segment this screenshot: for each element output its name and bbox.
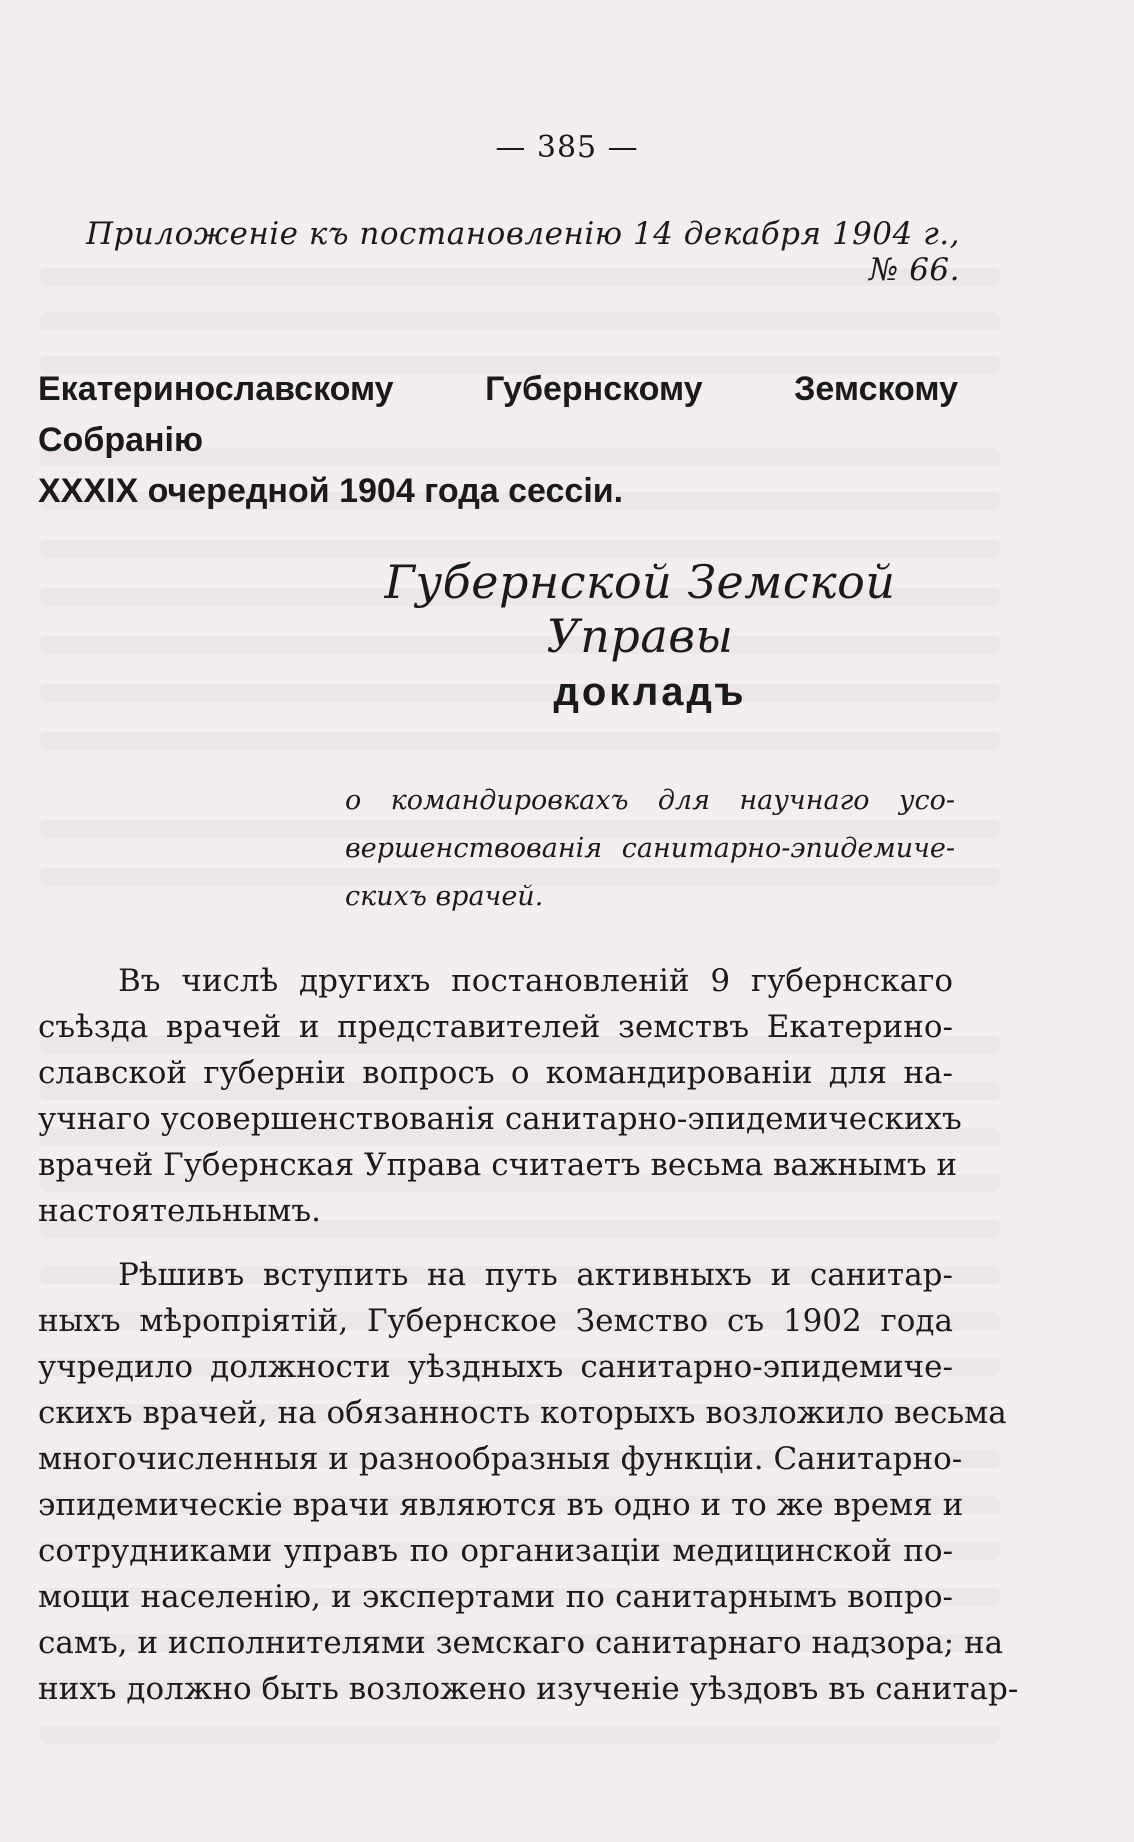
- paragraph-2: [38, 1252, 1019, 1712]
- text-line: славской губернiи вопросъ о командированiи для на-: [38, 1055, 953, 1091]
- paragraph-1: [38, 958, 962, 1234]
- text-line: многочисленныя и разнообразныя функцiи. Санитарно-: [38, 1441, 963, 1477]
- text-line: мощи населенiю, и экспертами по санитарнымъ вопро-: [38, 1579, 953, 1615]
- text-line: съѣзда врачей и представителей земствъ Екатерино-: [38, 1009, 953, 1045]
- text-line: врачей Губернская Управа считаетъ весьма важнымъ и: [38, 1147, 958, 1183]
- page-number: — 385 —: [495, 130, 639, 165]
- appendix-note: Приложенiе къ постановленiю 14 декабря 1904 г., № 66.: [85, 216, 960, 288]
- text-line: скихъ врачей, на обязанность которыхъ возложило весьма: [38, 1395, 1007, 1431]
- board-heading: Губернской Земской Управы: [384, 555, 896, 663]
- report-title: докладъ: [553, 670, 747, 714]
- report-subject: [345, 777, 955, 921]
- addressee-heading: [38, 364, 958, 517]
- text-line: нихъ должно быть возложено изученiе уѣздовъ въ санитар-: [38, 1671, 1019, 1707]
- addressee-line: Екатеринославскому Губернскому Земскому Собранiю: [38, 370, 958, 459]
- text-line: сотрудниками управъ по организацiи медицинской по-: [38, 1533, 953, 1569]
- subject-line: скихъ врачей.: [345, 881, 544, 912]
- addressee-line: XXXIX очередной 1904 года сессiи.: [38, 472, 624, 510]
- text-line: настоятельнымъ.: [38, 1193, 321, 1229]
- text-line: Рѣшивъ вступить на путь активныхъ и санитар-: [118, 1257, 953, 1293]
- text-line: эпидемическiе врачи являются въ одно и то же время и: [38, 1487, 964, 1523]
- text-line: самъ, и исполнителями земскаго санитарнаго надзора; на: [38, 1625, 1004, 1661]
- text-line: учнаго усовершенствованiя санитарно-эпидемическихъ: [38, 1101, 962, 1137]
- text-line: ныхъ мѣропрiятiй, Губернское Земство съ 1902 года: [38, 1303, 953, 1339]
- text-line: учредило должности уѣздныхъ санитарно-эпидемиче-: [38, 1349, 953, 1385]
- subject-line: о командировкахъ для научнаго усо-: [345, 785, 955, 816]
- text-line: Въ числѣ другихъ постановленiй 9 губернскаго: [118, 963, 953, 999]
- subject-line: вершенствованiя санитарно-эпидемиче-: [345, 833, 955, 864]
- body-text: [38, 958, 1019, 1712]
